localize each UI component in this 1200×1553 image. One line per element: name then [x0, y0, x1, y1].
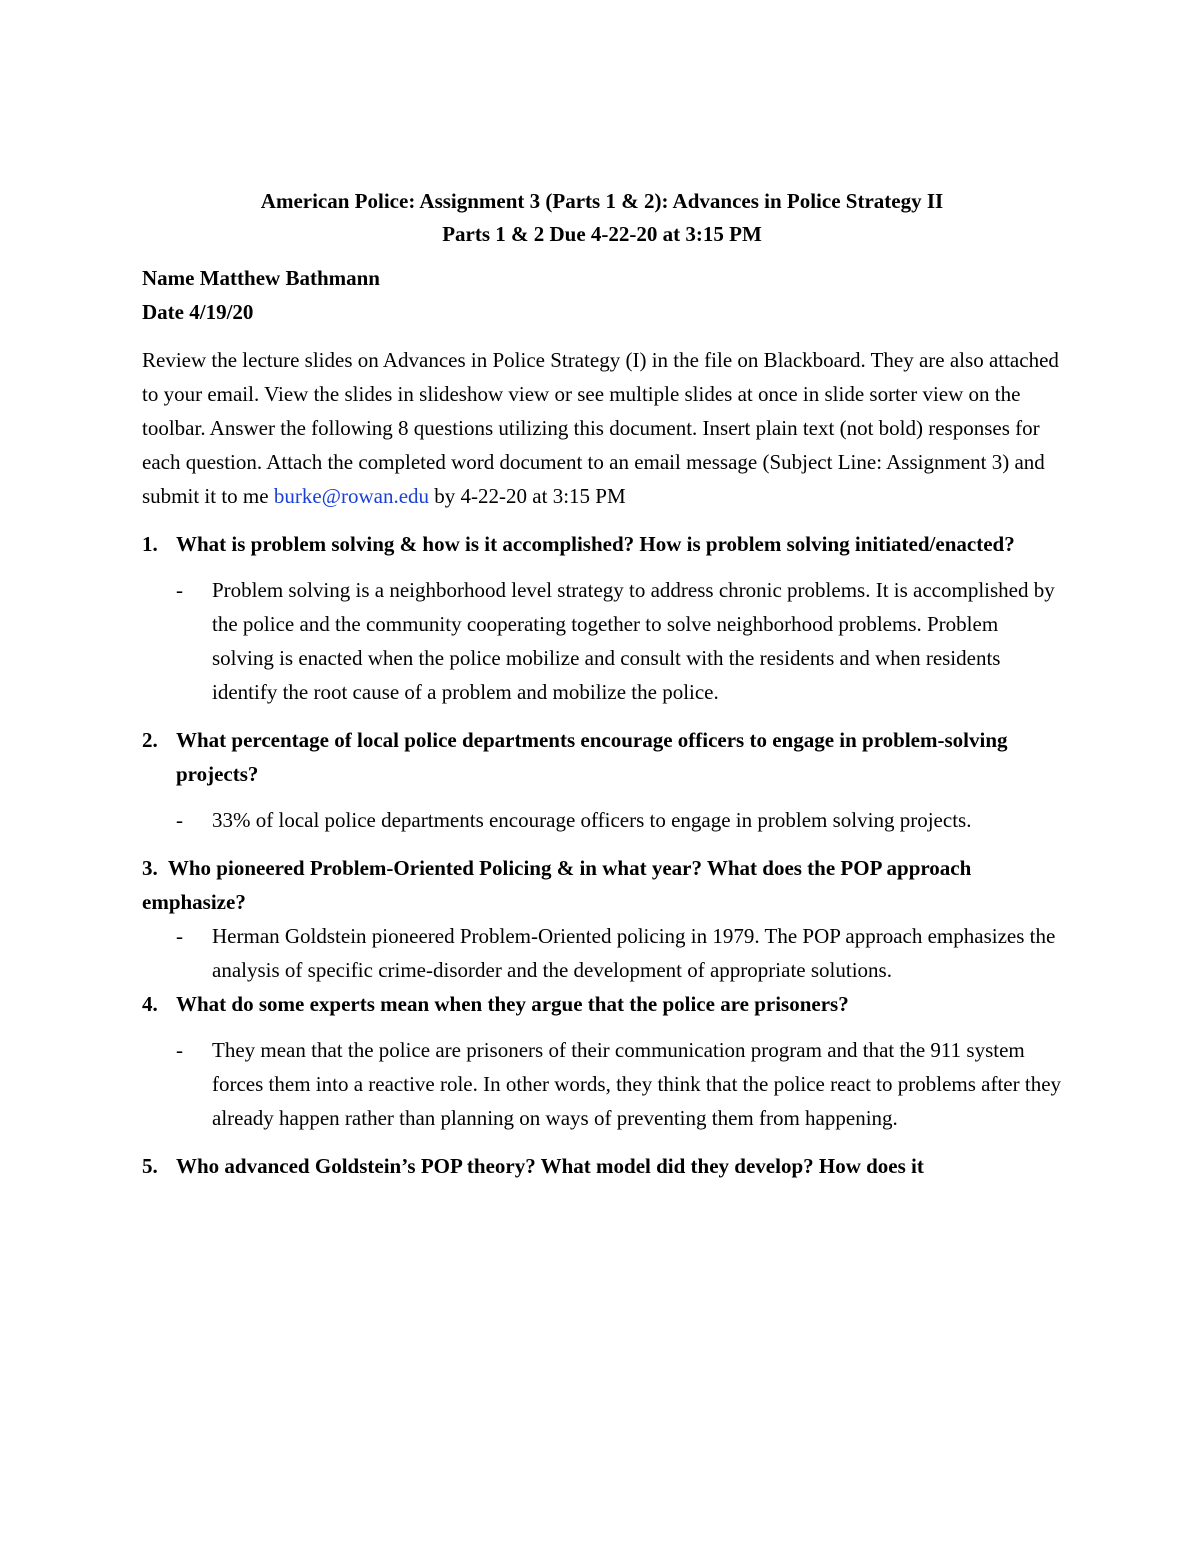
answer-1: [142, 573, 1062, 709]
question-2: [142, 723, 1062, 791]
answer-text: 33% of local police departments encourage officers to engage in problem solving projects.: [212, 808, 972, 832]
instructions-paragraph: [142, 343, 1062, 513]
student-info: [142, 261, 1062, 329]
question-1: [142, 527, 1062, 561]
answer-text: Problem solving is a neighborhood level strategy to address chronic problems. It is accomplished by the police and the community cooperating together to solve neighborhood problems. Problem solving is enacted when the police mobilize and consult with the residents and when residents identify the root cause of a problem and mobilize the police.: [212, 578, 1055, 704]
question-text: What percentage of local police departments encourage officers to engage in problem-solving projects?: [176, 728, 1008, 786]
question-number: 4.: [142, 992, 158, 1016]
question-text: What do some experts mean when they argue that the police are prisoners?: [176, 992, 849, 1016]
question-text: Who pioneered Problem-Oriented Policing & in what year? What does the POP approach emphasize?: [142, 856, 972, 914]
answer-4: [142, 1033, 1062, 1135]
instructions-deadline: by 4-22-20 at 3:15 PM: [429, 484, 626, 508]
bullet-dash: -: [176, 1038, 183, 1062]
student-name: Name Matthew Bathmann: [142, 266, 380, 290]
question-text: Who advanced Goldstein’s POP theory? What model did they develop? How does it: [176, 1154, 924, 1178]
bullet-dash: -: [176, 578, 183, 602]
submission-date: Date 4/19/20: [142, 300, 254, 324]
answer-2: [142, 803, 1062, 837]
question-text: What is problem solving & how is it accomplished? How is problem solving initiated/enacted?: [176, 532, 1015, 556]
answer-3: [142, 919, 1062, 987]
instructions-text: Review the lecture slides on Advances in Police Strategy (I) in the file on Blackboard. They are also attached to your email. View the slides in slideshow view or see multiple slides at once in slide sorter view on the toolbar. Answer the following 8 questions utilizing this document. Insert plain text (not bold) responses for each question. Attach the completed word document to an email message (Subject Line: Assignment 3) and submit it to me: [142, 348, 1059, 508]
question-3: [142, 851, 1062, 919]
question-number: 2.: [142, 728, 158, 752]
answer-text: Herman Goldstein pioneered Problem-Oriented policing in 1979. The POP approach emphasizes the analysis of specific crime-disorder and the development of appropriate solutions.: [212, 924, 1056, 982]
question-5: [142, 1149, 1062, 1183]
email-link[interactable]: burke@rowan.edu: [273, 484, 430, 508]
answer-text: They mean that the police are prisoners of their communication program and that the 911 system forces them into a reactive role. In other words, they think that the police react to problems after they already happen rather than planning on ways of preventing them from happening.: [212, 1038, 1062, 1130]
question-4: [142, 987, 1062, 1021]
question-number: 1.: [142, 532, 158, 556]
bullet-dash: -: [176, 924, 183, 948]
bullet-dash: -: [176, 808, 183, 832]
question-number: 5.: [142, 1154, 158, 1178]
title-line-2: Parts 1 & 2 Due 4-22-20 at 3:15 PM: [442, 222, 762, 246]
title-line-1: American Police: Assignment 3 (Parts 1 & 2): Advances in Police Strategy II: [260, 189, 944, 213]
document-title: [142, 185, 1062, 251]
question-number: 3.: [142, 856, 158, 880]
document-page: [142, 185, 1062, 1183]
